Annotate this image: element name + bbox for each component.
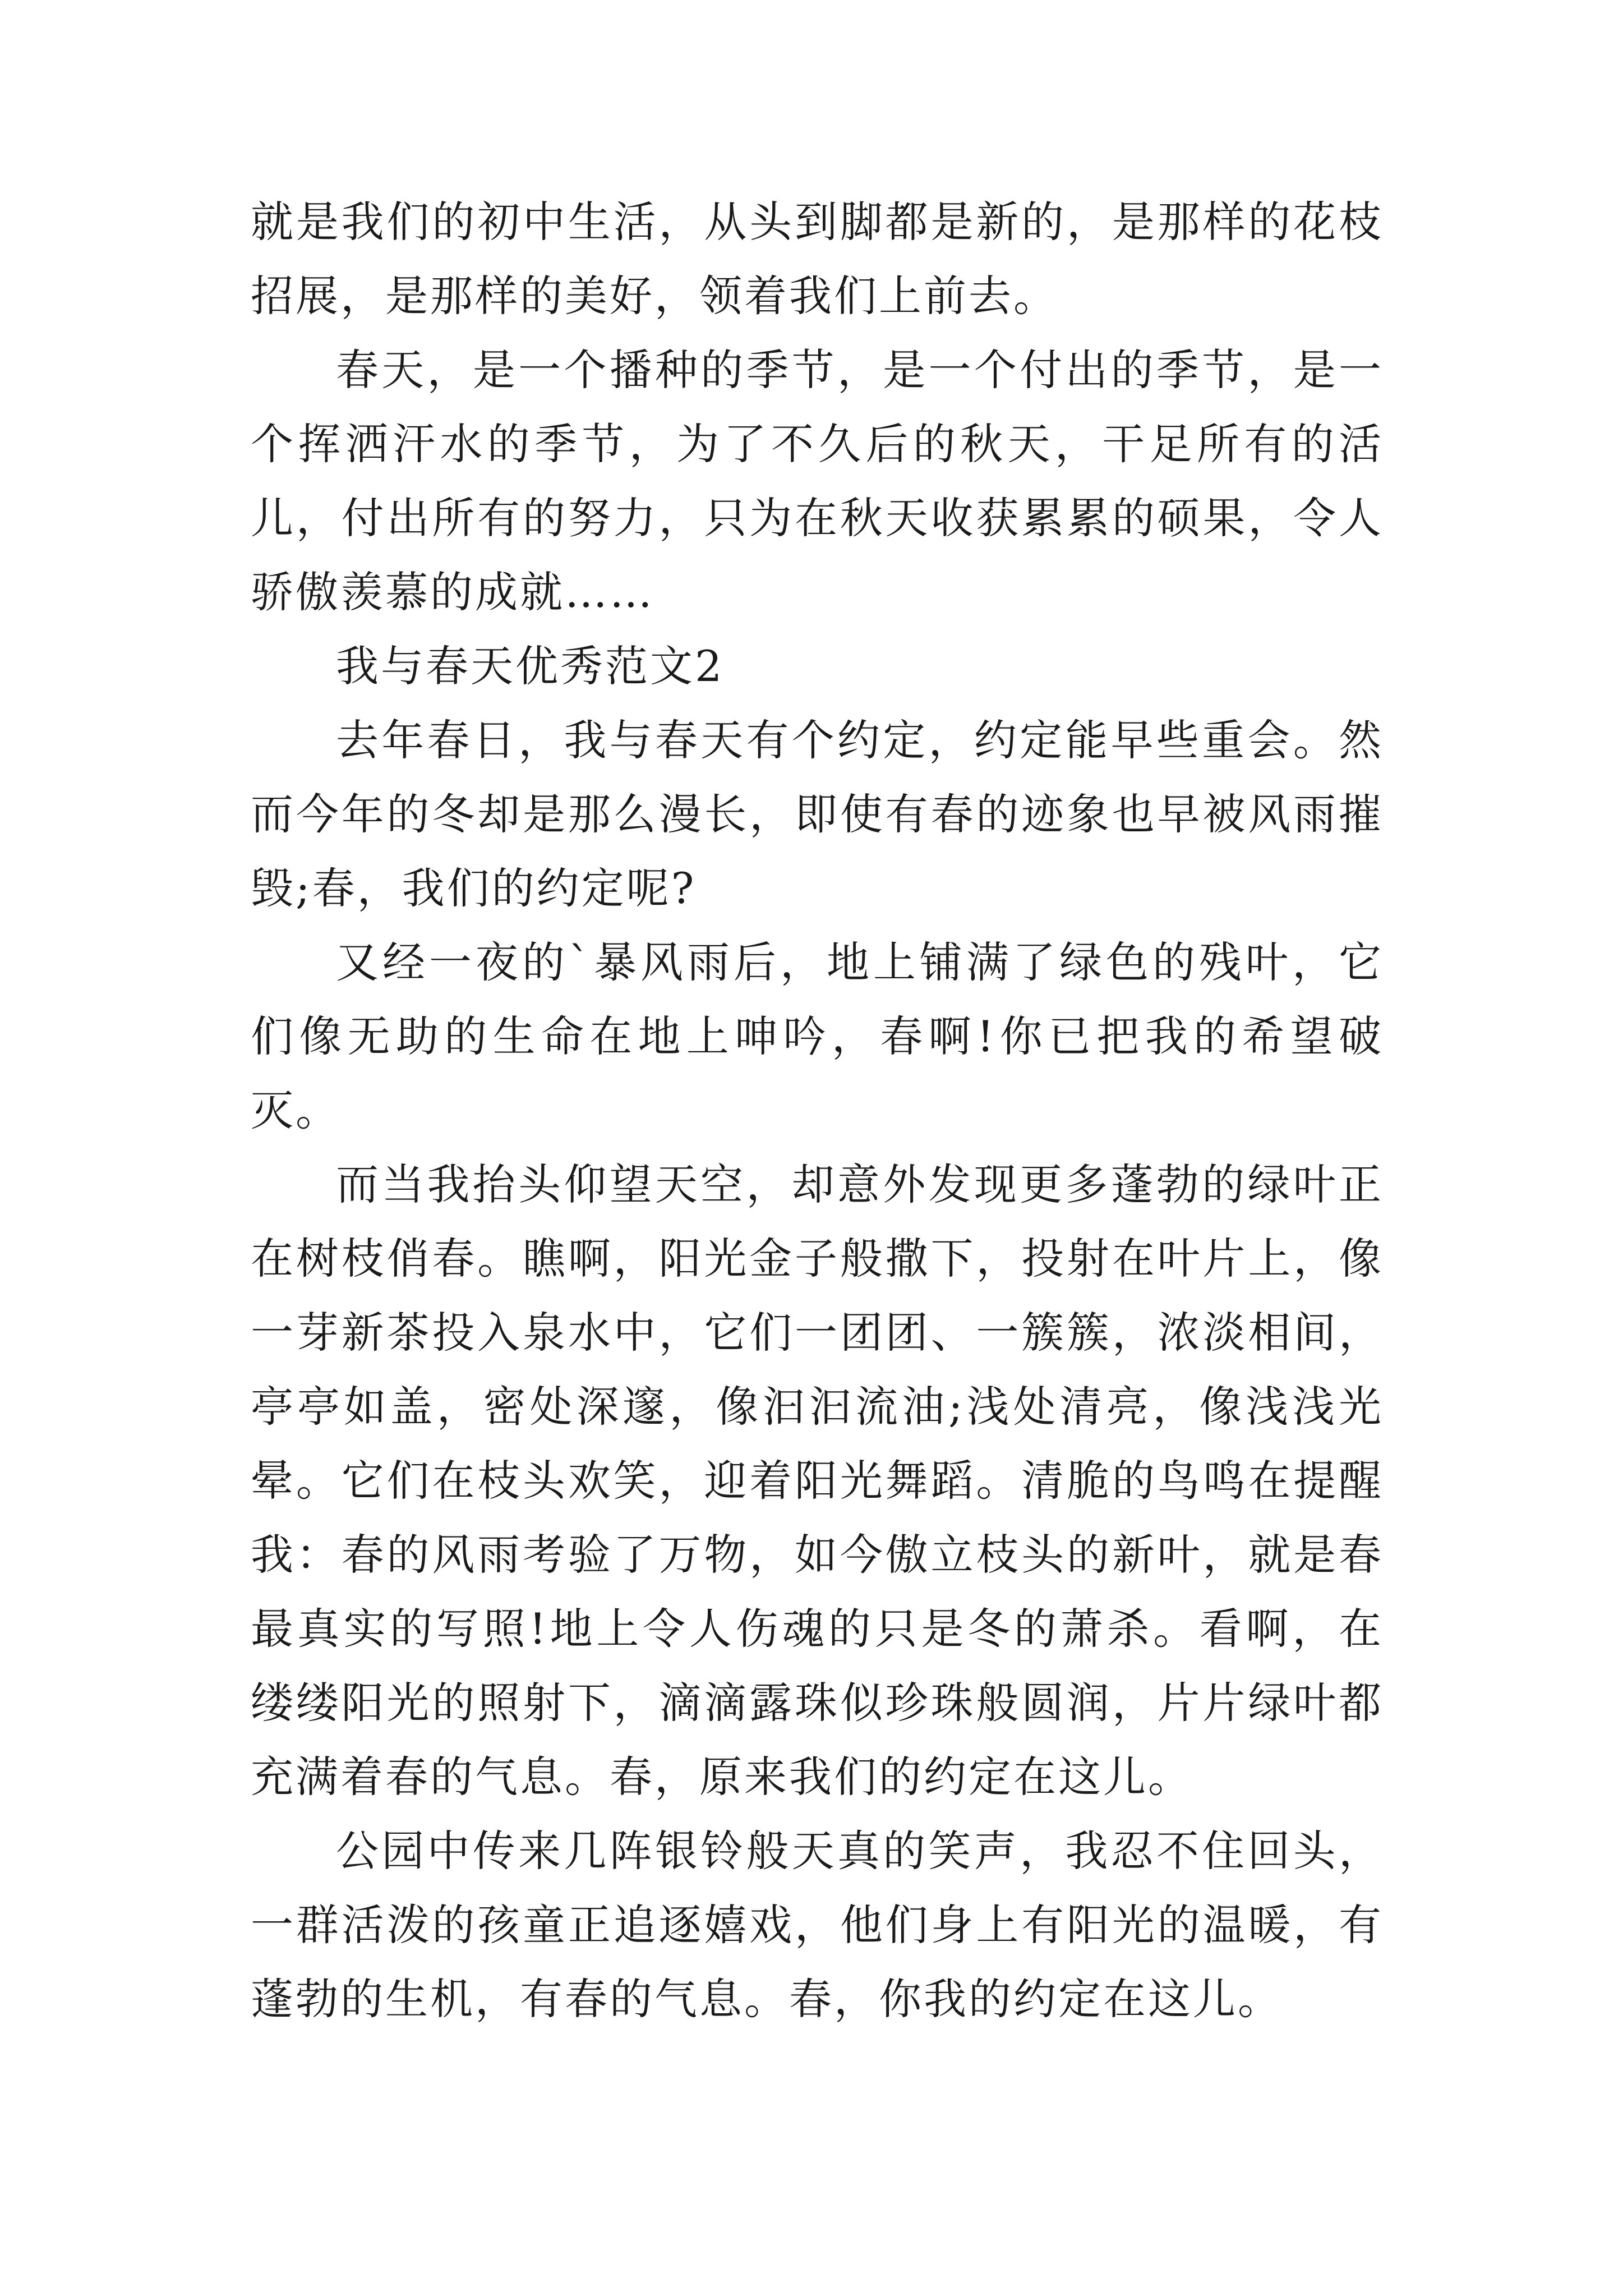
- paragraph-2: 春天，是一个播种的季节，是一个付出的季节，是一个挥洒汗水的季节，为了不久后的秋天，干足所有的活儿，付出所有的努力，只为在秋天收获累累的硕果，令人骄傲羡慕的成就……: [251, 345, 1384, 617]
- paragraph-4: 又经一夜的`暴风雨后，地上铺满了绿色的残叶，它们像无助的生命在地上呻吟，春啊!你已把我的希望破灭。: [251, 937, 1384, 1135]
- section-heading: 我与春天优秀范文2: [336, 641, 725, 691]
- paragraph-3: 去年春日，我与春天有个约定，约定能早些重会。然而今年的冬却是那么漫长，即使有春的迹象也早被风雨摧毁;春，我们的约定呢?: [251, 715, 1384, 913]
- body-text: [251, 185, 1384, 2036]
- paragraph-1: 就是我们的初中生活，从头到脚都是新的，是那样的花枝招展，是那样的美好，领着我们上前去。: [251, 197, 1384, 321]
- paragraph-5: 而当我抬头仰望天空，却意外发现更多蓬勃的绿叶正在树枝俏春。瞧啊，阳光金子般撒下，投射在叶片上，像一芽新茶投入泉水中，它们一团团、一簇簇，浓淡相间，亭亭如盖，密处深邃，像汩汩流油;浅处清亮，像浅浅光晕。它们在枝头欢笑，迎着阳光舞蹈。清脆的鸟鸣在提醒我：春的风雨考验了万物，如今傲立枝头的新叶，就是春最真实的写照!地上令人伤魂的只是冬的萧杀。看啊，在缕缕阳光的照射下，滴滴露珠似珍珠般圆润，片片绿叶都充满着春的气息。春，原来我们的约定在这儿。: [251, 1159, 1384, 1802]
- paragraph-6: 公园中传来几阵银铃般天真的笑声，我忍不住回头，一群活泼的孩童正追逐嬉戏，他们身上有阳光的温暖，有蓬勃的生机，有春的气息。春，你我的约定在这儿。: [251, 1826, 1384, 2024]
